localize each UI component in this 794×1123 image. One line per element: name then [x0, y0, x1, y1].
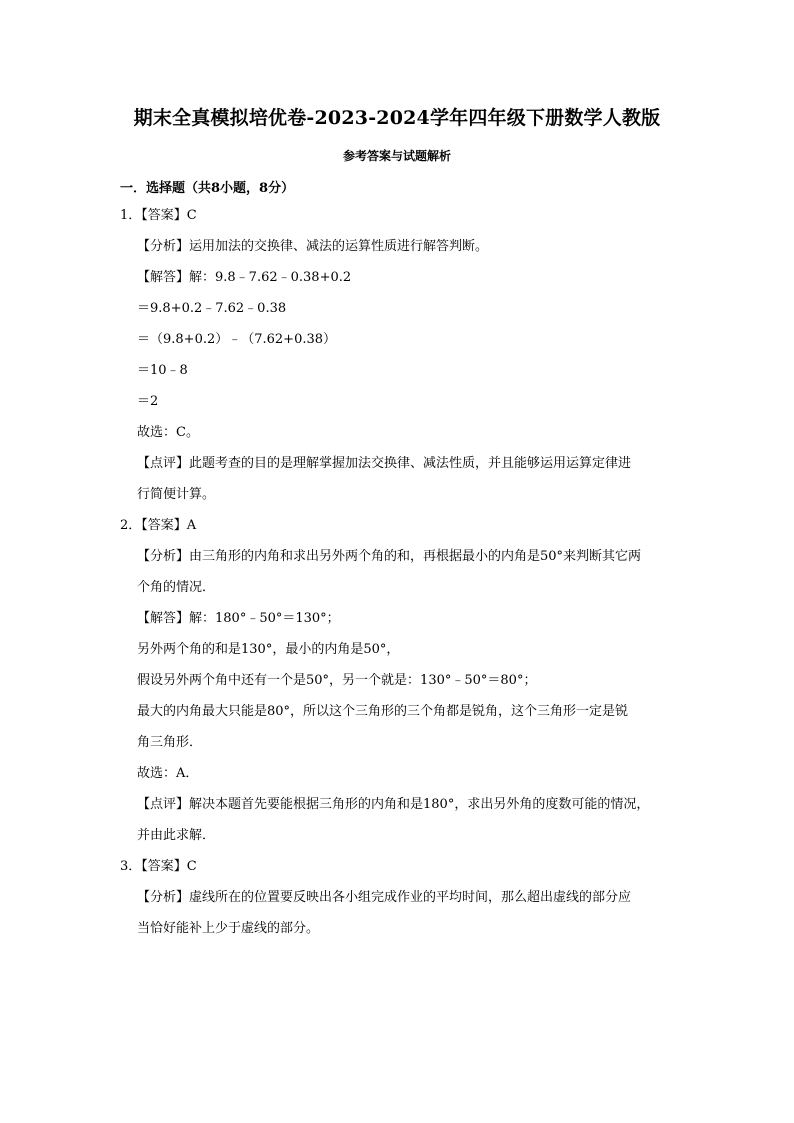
q1-comment-line2: 行简便计算。 [137, 487, 216, 502]
q2-solution-line2: 另外两个角的和是130°，最小的内角是50°， [137, 642, 400, 657]
q2-comment-line2: 并由此求解． [137, 828, 216, 843]
q1-step-2: ＝（9.8+0.2）﹣（7.62+0.38） [137, 332, 337, 347]
q1-solution-start: 【解答】解：9.8﹣7.62﹣0.38+0.2 [137, 270, 352, 285]
q2-solution-start: 【解答】解：180°﹣50°＝130°； [137, 611, 340, 626]
q3-analysis-line1: 【分析】虚线所在的位置要反映出各小组完成作业的平均时间，那么超出虚线的部分应 [137, 890, 632, 905]
q2-analysis-line1: 【分析】由三角形的内角和求出另外两个角的和，再根据最小的内角是50°来判断其它两 [137, 549, 642, 564]
document-subtitle: 参考答案与试题解析 [342, 149, 451, 163]
q1-answer: 1．【答案】C [120, 208, 197, 223]
section-heading-choice: 一．选择题（共8小题，8分） [120, 181, 295, 196]
document-title: 期末全真模拟培优卷-2023-2024学年四年级下册数学人教版 [133, 107, 661, 129]
q2-comment-line1: 【点评】解决本题首先要能根据三角形的内角和是180°，求出另外角的度数可能的情况， [137, 797, 650, 812]
q2-choice: 故选：A． [137, 766, 199, 781]
q3-answer: 3．【答案】C [120, 859, 197, 874]
q1-choice: 故选：C。 [137, 425, 199, 440]
q3-analysis-line2: 当恰好能补上少于虚线的部分。 [137, 921, 320, 936]
q2-solution-line3: 假设另外两个角中还有一个是50°，另一个就是：130°﹣50°＝80°； [137, 673, 537, 688]
q2-analysis-line2: 个角的情况． [137, 580, 216, 595]
q2-answer: 2．【答案】A [120, 518, 197, 533]
q1-analysis: 【分析】运用加法的交换律、减法的运算性质进行解答判断。 [137, 239, 489, 254]
q1-step-3: ＝10﹣8 [137, 363, 188, 378]
q2-solution-line5: 角三角形． [137, 735, 203, 750]
q2-solution-line4: 最大的内角最大只能是80°，所以这个三角形的三个角都是锐角，这个三角形一定是锐 [137, 704, 629, 719]
q1-comment-line1: 【点评】此题考查的目的是理解掌握加法交换律、减法性质，并且能够运用运算定律进 [137, 456, 632, 471]
q1-step-1: ＝9.8+0.2﹣7.62﹣0.38 [137, 301, 287, 316]
q1-step-4: ＝2 [137, 394, 159, 409]
